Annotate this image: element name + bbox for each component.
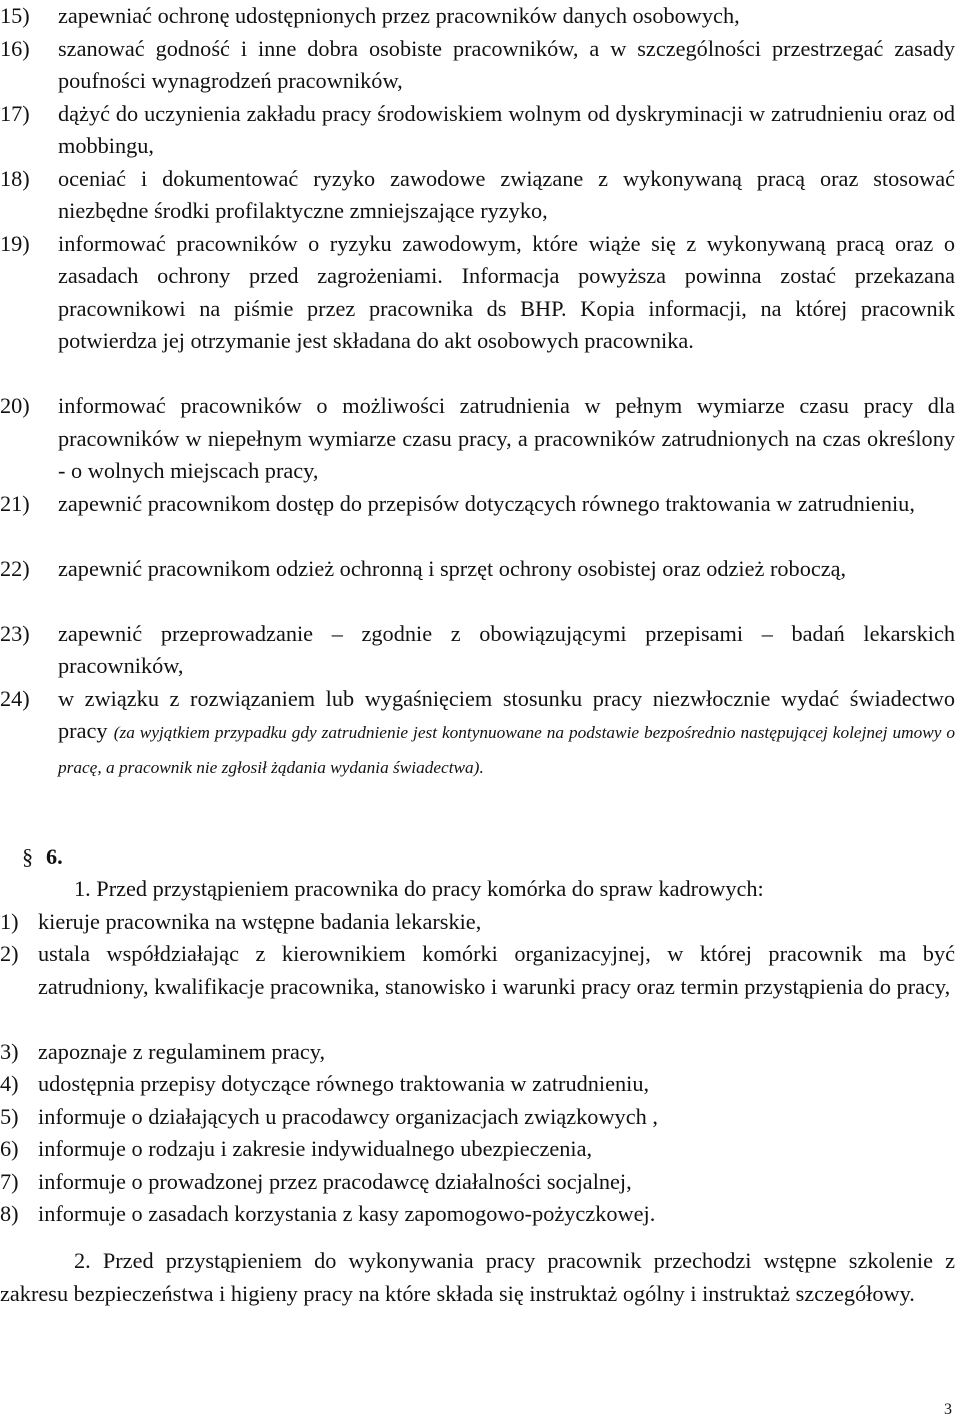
list-item (0, 98, 955, 163)
item-number: 17) (0, 100, 30, 126)
item-text: dążyć do uczynienia zakładu pracy środowiskiem wolnym od dyskryminacji w zatrudnieniu oraz od mobbingu, (58, 100, 955, 158)
item-number: 1) (0, 908, 19, 934)
item-text: zapewnić pracownikom odzież ochronną i sprzęt ochrony osobistej oraz odzież roboczą, (58, 555, 847, 581)
section-number: 6. (46, 844, 63, 869)
paragraph-text: 2. Przed przystąpieniem do wykonywania pracy pracownik przechodzi wstępne szkolenie z zakresu bezpieczeństwa i higieny pracy na które składa się instruktaż ogólny i instruktaż szczegółowy. (0, 1248, 955, 1306)
paragraph-2 (0, 1245, 955, 1310)
list-item (0, 33, 955, 98)
list-item (0, 1198, 955, 1231)
item-number: 22) (0, 555, 30, 581)
item-text: zapewniać ochronę udostępnionych przez pracowników danych osobowych, (58, 3, 740, 28)
list-item (0, 488, 955, 521)
item-number: 7) (0, 1168, 19, 1194)
section-heading (22, 842, 63, 872)
item-text: zapewnić pracownikom dostęp do przepisów dotyczących równego traktowania w zatrudnieniu, (58, 490, 915, 516)
item-number: 8) (0, 1201, 19, 1226)
item-text: informuje o prowadzonej przez pracodawcę działalności socjalnej, (38, 1168, 632, 1194)
item-text: kieruje pracownika na wstępne badania lekarskie, (38, 908, 482, 934)
item-number: 3) (0, 1038, 19, 1064)
item-note: (za wyjątkiem przypadku gdy zatrudnienie jest kontynuowane na podstawie bezpośrednio następującej kolejnej umowy o pracę, a pracownik nie zgłosił żądania wydania świadectwa). (58, 723, 955, 777)
item-text: oceniać i dokumentować ryzyko zawodowe związane z wykonywaną pracą oraz stosować niezbędne środki profilaktyczne zmniejszające ryzyko, (58, 165, 955, 223)
list-item (0, 163, 955, 228)
item-text: informować pracowników o możliwości zatrudnienia w pełnym wymiarze czasu pracy dla pracowników w niepełnym wymiarze czasu pracy, a pracowników zatrudnionych na czas określony - o wolnych miejscach pracy, (58, 393, 955, 483)
item-number: 2) (0, 941, 19, 966)
list-item (0, 618, 955, 683)
item-number: 21) (0, 490, 30, 516)
item-number: 16) (0, 35, 30, 61)
list-item (0, 1133, 955, 1166)
item-number: 19) (0, 230, 30, 256)
list-item (0, 1068, 955, 1101)
list-item (0, 683, 955, 785)
page-number: 3 (944, 1401, 952, 1418)
item-number: 23) (0, 620, 30, 646)
paragraph-intro: 1. Przed przystąpieniem pracownika do pracy komórka do spraw kadrowych: (74, 876, 764, 901)
item-text: informuje o zasadach korzystania z kasy zapomogowo-pożyczkowej. (38, 1201, 656, 1226)
list-item (0, 1036, 955, 1069)
list-item (0, 553, 955, 586)
item-main-text: w związku z rozwiązaniem lub wygaśnięciem stosunku pracy niezwłocznie wydać świadectwo pracy (58, 685, 955, 743)
item-text: zapoznaje z regulaminem pracy, (38, 1038, 326, 1064)
list-item (0, 906, 955, 939)
list-item (0, 938, 955, 1003)
item-text: informuje o rodzaju i zakresie indywidualnego ubezpieczenia, (38, 1136, 593, 1161)
item-number: 18) (0, 165, 30, 191)
item-text: ustala współdziałając z kierownikiem komórki organizacyjnej, w której pracownik ma być zatrudniony, kwalifikacje pracownika, stanowisko i warunki pracy oraz termin przystąpienia do pracy, (38, 941, 955, 999)
list-item (0, 228, 955, 358)
item-number: 20) (0, 393, 30, 418)
item-text (0, 683, 955, 785)
item-text: udostępnia przepisy dotyczące równego traktowania w zatrudnieniu, (38, 1071, 650, 1096)
item-number: 4) (0, 1071, 19, 1096)
list-item (0, 1101, 955, 1134)
item-number: 6) (0, 1136, 19, 1161)
item-number: 15) (0, 3, 30, 28)
list-item (0, 0, 955, 33)
section-symbol: § (22, 844, 34, 869)
list-item (0, 390, 955, 488)
item-number: 5) (0, 1103, 19, 1129)
list-item (0, 1166, 955, 1199)
item-text: informować pracowników o ryzyku zawodowym, które wiąże się z wykonywaną pracą oraz o zasadach ochrony przed zagrożeniami. Informacja powyższa powinna zostać przekazana pracownikowi na piśmie przez pracownika ds BHP. Kopia informacji, na której pracownik potwierdza jej otrzymanie jest składana do akt osobowych pracownika. (58, 230, 955, 353)
item-text: szanować godność i inne dobra osobiste pracowników, a w szczególności przestrzegać zasady poufności wynagrodzeń pracowników, (58, 35, 955, 93)
item-text: informuje o działających u pracodawcy organizacjach związkowych , (38, 1103, 658, 1129)
item-text: zapewnić przeprowadzanie – zgodnie z obowiązującymi przepisami – badań lekarskich pracowników, (58, 620, 955, 678)
item-number: 24) (0, 685, 30, 711)
